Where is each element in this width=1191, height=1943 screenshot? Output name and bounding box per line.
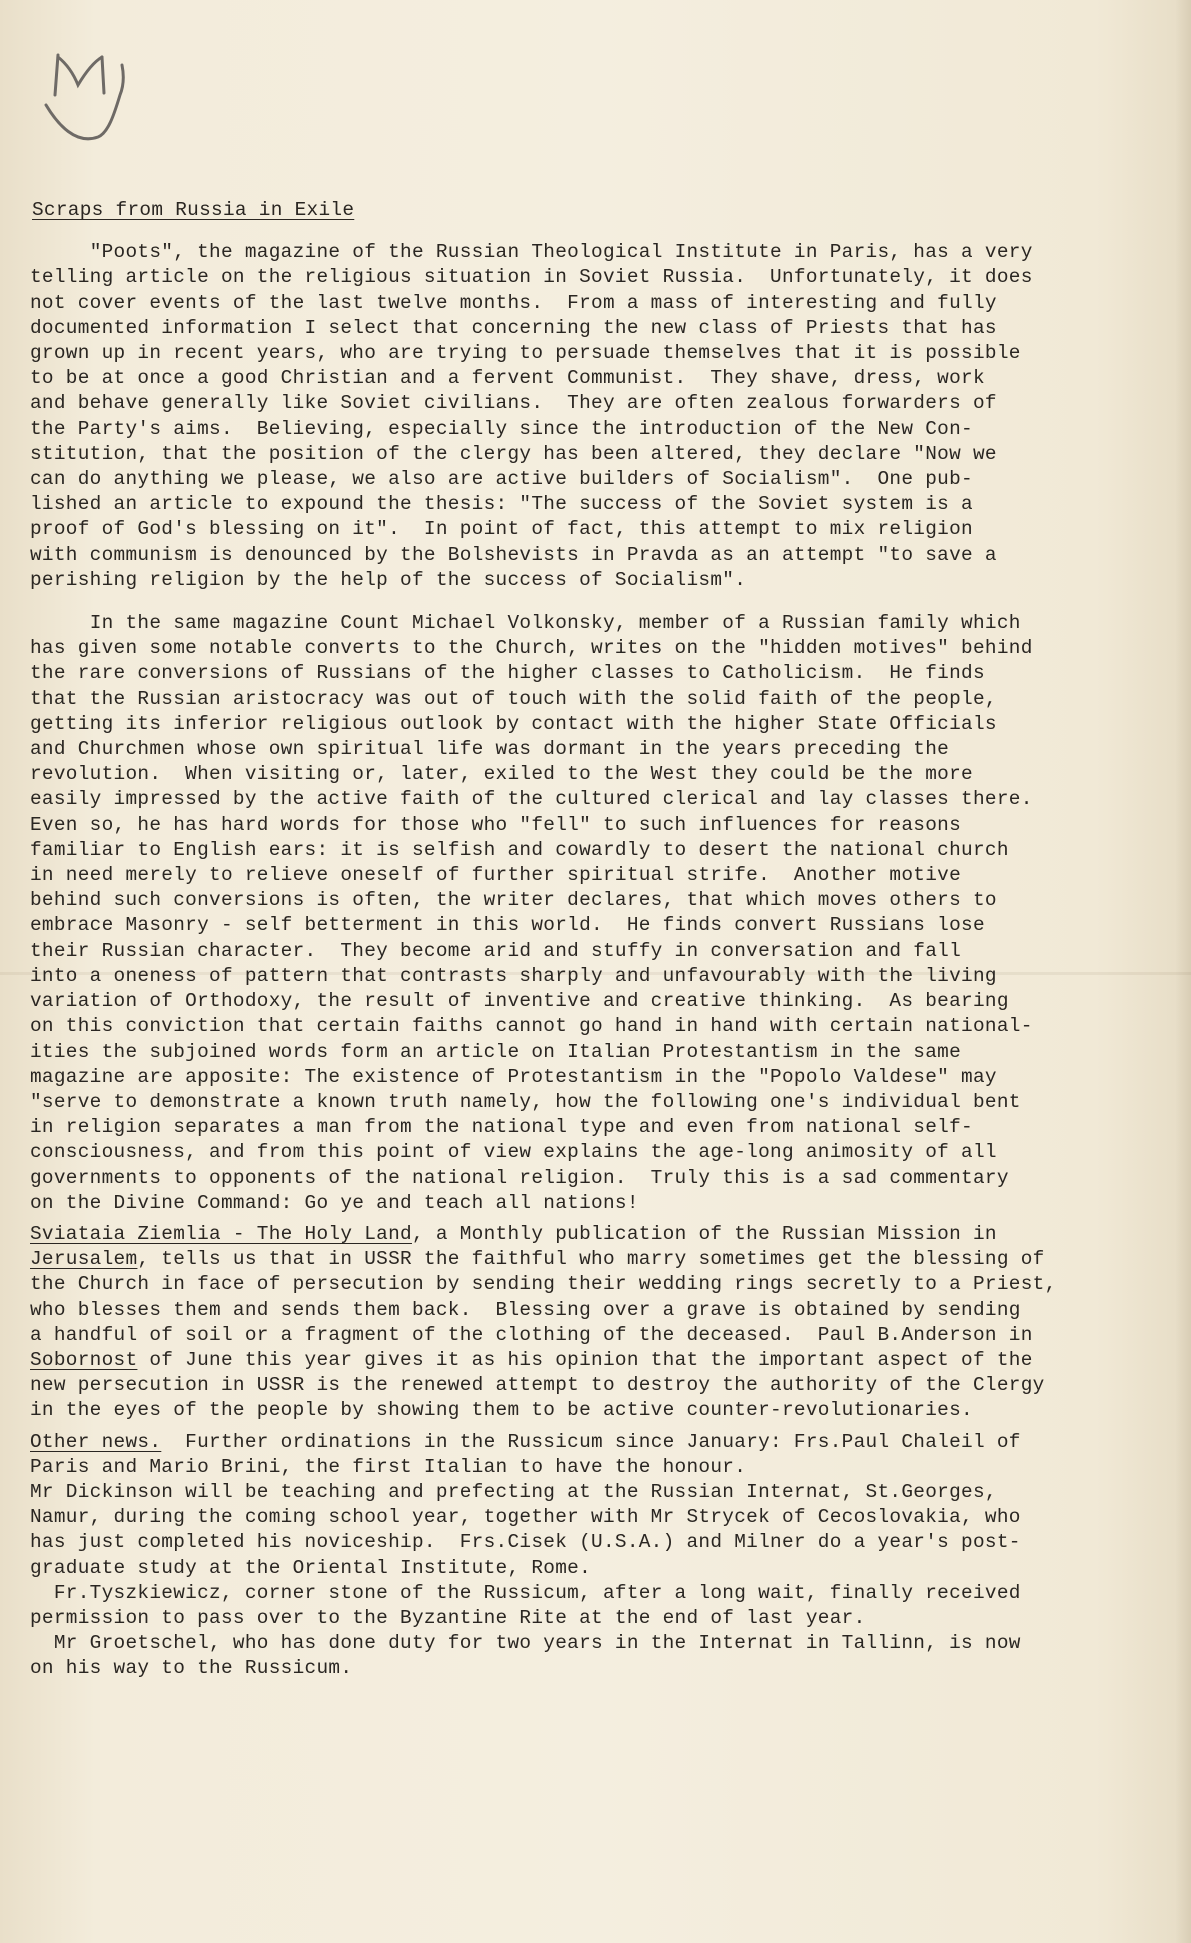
news-heading: Other news. — [30, 1430, 162, 1453]
city-name: Jerusalem — [30, 1248, 138, 1271]
paragraph-poots: "Poots", the magazine of the Russian Theological Institute in Paris, has a very telling article on the religious situation in Soviet Russia. Unfortunately, it does not cover events of the last twelve months. From a mass of interesting and fully documented information I select that concerning the new class of Priests that has grown up in recent years, who are trying to persuade themselves that it is possible to be at once a good Christian and a fervent Communist. They shave, dress, work and behave generally like Soviet civilians. They are often zealous forwarders of the Party's aims. Believing, especially since the introduction of the New Con- stitution, that the position of the clergy has been altered, they declare "Now we can do anything we please, we also are active builders of Socialism". One pub- lished an article to expound the thesis: "The success of the Soviet system is a proof of God's blessing on it". In point of fact, this attempt to mix religion with communism is denounced by the Bolshevists in Pravda as an attempt "to save a perishing religion by the help of the success of Socialism". — [30, 241, 1033, 591]
paragraph-holy-land: Sviataia Ziemlia - The Holy Land, a Monthly publication of the Russian Mission in Jerusalem, tells us that in USSR the faithful who marry sometimes get the blessing of the Church in face of persecution by sending their wedding rings secretly to a Priest, who blesses them and sends them back. Blessing over a grave is obtained by sending a handful of soil or a fragment of the clothing of the deceased. Paul B.Anderson in Sobornost of June this year gives it as his opinion that the important aspect of the new persecution in USSR is the renewed attempt to destroy the authority of the Clergy in the eyes of the people by showing them to be active counter-revolutionaries. — [30, 1222, 1057, 1422]
paragraph-volkonsky: In the same magazine Count Michael Volkonsky, member of a Russian family which has given some notable converts to the Church, writes on the "hidden motives" behind the rare conversions of Russians of the higher classes to Catholicism. He finds that the Russian aristocracy was out of touch with the solid faith of the people, getting its inferior religious outlook by contact with the higher State Officials and Churchmen whose own spiritual life was dormant in the years preceding the revolution. When visiting or, later, exiled to the West they could be the more easily impressed by the active faith of the cultured clerical and lay classes there. Even so, he has hard words for those who "fell" to such influences for reasons familiar to English ears: it is selfish and cowardly to desert the national church in need merely to relieve oneself of further spiritual strife. Another motive behind such conversions is often, the writer declares, that which moves others to embrace Masonry - self betterment in this world. He finds convert Russians lose their Russian character. They become arid and stuffy in conversation and fall into a oneness of pattern that contrasts sharply and unfavourably with the living variation of Orthodoxy, the result of inventive and creative thinking. As bearing on this conviction that certain faiths cannot go hand in hand with certain national- ities the subjoined words form an article on Italian Protestantism in the same magazine are apposite: The existence of Protestantism in the "Popolo Valdese" may "serve to demonstrate a known truth namely, how the following one's individual bent in religion separates a man from the national type and even from national self- consciousness, and from this point of view explains the age-long animosity of all governments to opponents of the national religion. Truly this is a sad commentary on the Divine Command: Go ye and teach all nations! — [30, 612, 1033, 1214]
paragraph-groetschel: Mr Groetschel, who has done duty for two years in the Internat in Tallinn, is now on his way to the Russicum. — [30, 1632, 1021, 1680]
paragraph-tyszkiewicz: Fr.Tyszkiewicz, corner stone of the Russicum, after a long wait, finally received permission to pass over to the Byzantine Rite at the end of last year. — [30, 1581, 1021, 1629]
source-title: Sobornost — [30, 1348, 138, 1371]
publication-title: Sviataia Ziemlia - The Holy Land — [30, 1222, 412, 1245]
document-title: Scraps from Russia in Exile — [32, 199, 355, 221]
handwritten-check-mark-icon — [40, 45, 140, 150]
paragraph-other-news: Other news. Further ordinations in the Russicum since January: Frs.Paul Chaleil of Paris and Mario Brini, the first Italian to have the honour. Mr Dickinson will be teaching and prefecting at the Russian Internat, St.Georges, Namur, during the coming school year, together with Mr Strycek of Cecoslovakia, who has just completed his noviceship. Frs.Cisek (U.S.A.) and Milner do a year's post- graduate study at the Oriental Institute, Rome. — [30, 1430, 1021, 1579]
document-body — [30, 198, 1165, 1682]
